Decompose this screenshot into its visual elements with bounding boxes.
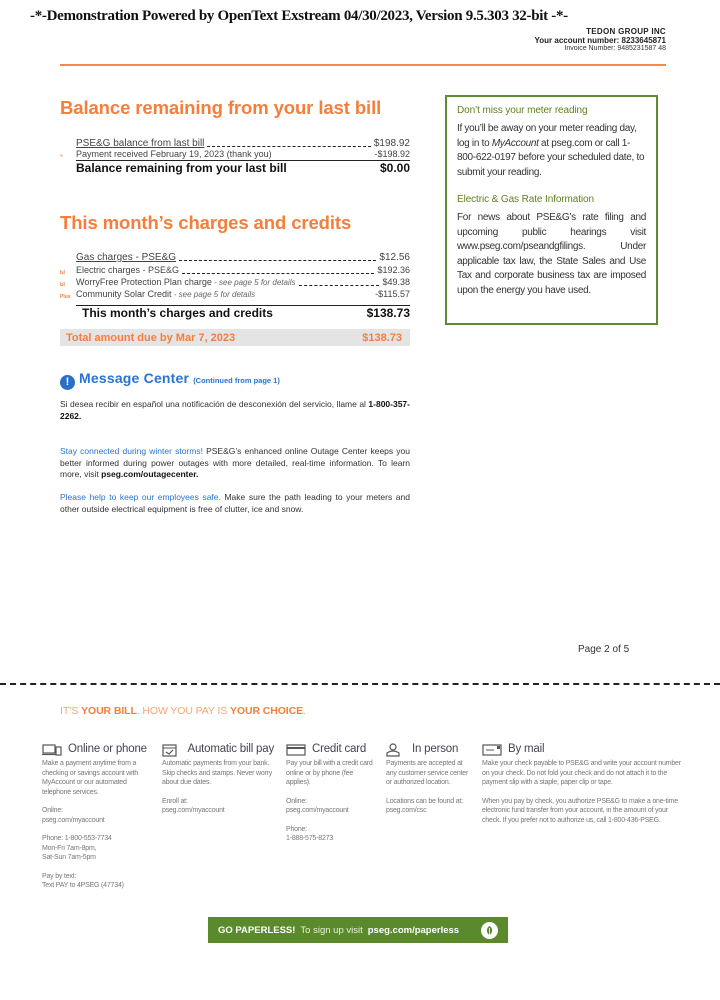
- message-center-title: Message Center: [79, 370, 190, 386]
- due-label: Total amount due by Mar 7, 2023: [66, 331, 236, 344]
- total-amount: $0.00: [379, 161, 410, 175]
- body-line: Automatic payments from your bank. Skip checks and stamps. Never worry about due dates.: [162, 760, 273, 786]
- account-number: Your account number: 8233645871: [534, 36, 666, 46]
- message-lead: Please help to keep our employees safe.: [60, 492, 221, 502]
- amount-due-bar: [60, 329, 410, 346]
- balance-line: [76, 138, 410, 149]
- pay-option-body: [482, 759, 684, 825]
- body-line: Online:: [286, 797, 307, 805]
- account-info: [535, 27, 666, 53]
- body-line: Phone: 1-800-553-7734: [42, 835, 112, 842]
- pay-option-online: [42, 743, 150, 891]
- online-link[interactable]: pseg.com/myaccount: [286, 807, 349, 814]
- body-line: Payments are accepted at any customer service center or authorized location.: [386, 760, 469, 786]
- header-divider: [60, 64, 666, 66]
- pay-option-autopay: [162, 743, 274, 816]
- meter-text-2: at pseg.com or call 1-800-622-0197 before your scheduled date, to submit your reading.: [457, 137, 645, 178]
- line-marker: »: [60, 153, 63, 159]
- pay-option-title: Automatic bill pay: [187, 743, 274, 755]
- due-amount: $138.73: [362, 331, 402, 344]
- pay-option-body: [386, 759, 470, 816]
- demo-banner: -*-Demonstration Powered by OpenText Exstream 04/30/2023, Version 9.5.303 32-bit -*-: [30, 8, 568, 24]
- line-amount: -$115.57: [375, 289, 410, 299]
- line-note: - see page 5 for details: [211, 278, 296, 287]
- meter-reading-title: Don’t miss your meter reading: [457, 105, 588, 116]
- leader-dashes: [182, 273, 374, 274]
- body-line: Enroll at:: [162, 797, 188, 805]
- message-center-subtitle: (Continued from page 1): [193, 376, 280, 385]
- line-amount: $49.38: [382, 277, 410, 287]
- line-marker: Ы: [60, 282, 65, 288]
- charge-line: [76, 252, 410, 263]
- paperless-text: To sign up visit: [300, 924, 363, 936]
- pay-option-in-person: [386, 743, 470, 816]
- rate-info-body: For news about PSE&G’s rate filing and upcoming public hearings visit www.pseg.com/pseandgfilings. Under applicable tax law, the State Sales and Use Tax and corporate business tax are imposed upon the energy you have used.: [457, 212, 646, 296]
- body-line: When you pay by check, you authorize PSE&G to make a one-time electronic fund transfer from your account, in the amount of your check. If you prefer not to authorize us, call 1-800-436-PSEG.: [482, 797, 678, 824]
- credit-card-icon: [286, 743, 306, 755]
- message-center-heading: [60, 370, 280, 388]
- headline-part: . HOW YOU PAY IS: [136, 705, 230, 717]
- charge-line: [76, 277, 410, 288]
- body-line: Make your check payable to PSE&G and write your account number on your check. Do not fold your check and do not attach it to the payment slip with a staple, paper clip or tape.: [482, 760, 681, 786]
- body-line: 1-888-575-8273: [286, 835, 334, 842]
- tear-off-line: [0, 683, 720, 685]
- charge-line: [76, 265, 410, 276]
- total-label: Balance remaining from your last bill: [76, 161, 287, 175]
- headline-part: .: [303, 705, 306, 717]
- charges-heading: This month’s charges and credits: [60, 212, 352, 233]
- line-amount: -$198.92: [374, 149, 410, 159]
- message-safety: [60, 492, 410, 515]
- line-note: - see page 5 for details: [171, 290, 256, 299]
- line-label: Payment received February 19, 2023 (thank you): [76, 149, 272, 159]
- message-text: Make sure the path leading to your meters and other outside electrical equipment is free of clutter, ice and snow.: [60, 492, 410, 514]
- myaccount-link[interactable]: MyAccount: [491, 137, 539, 149]
- leader-dashes: [299, 285, 380, 286]
- leader-dashes: [207, 146, 370, 147]
- message-text: PSE&G’s enhanced online Outage Center keeps you better informed during power outages with more detailed, real-time information. To learn more, visit: [60, 446, 410, 479]
- body-line: Pay your bill with a credit card online or by phone (fee applies).: [286, 760, 373, 786]
- locations-link[interactable]: pseg.com/csc: [386, 807, 427, 814]
- meter-text-1: If you’ll be away on your meter reading day, log in to: [457, 123, 637, 149]
- total-label: This month’s charges and credits: [82, 306, 273, 320]
- balance-line: [76, 149, 410, 160]
- line-label: Gas charges - PSE&G: [76, 252, 177, 263]
- pay-option-credit-card: [286, 743, 376, 844]
- pay-option-title: By mail: [508, 743, 545, 755]
- line-marker: Ы: [60, 270, 65, 276]
- company-name: TEDON GROUP INC: [586, 27, 666, 36]
- line-label: PSE&G balance from last bill: [76, 138, 205, 149]
- body-line: Phone:: [286, 825, 307, 833]
- paperless-lead: GO PAPERLESS!: [218, 924, 296, 936]
- calendar-check-icon: [162, 743, 181, 755]
- charges-total-row: [76, 305, 410, 320]
- person-icon: [386, 743, 406, 755]
- pay-option-title: In person: [412, 743, 459, 755]
- headline-emphasis: YOUR BILL: [81, 705, 137, 717]
- line-label: [76, 289, 255, 300]
- message-lead: Stay connected during winter storms!: [60, 446, 203, 456]
- line-label-text: WorryFree Protection Plan charge: [76, 277, 212, 287]
- charge-line: [76, 289, 410, 300]
- payment-headline: [60, 705, 306, 717]
- leaf-icon: [481, 922, 498, 939]
- line-label: [76, 277, 296, 288]
- invoice-number: Invoice Number: 9485231587 48: [564, 45, 666, 53]
- online-link[interactable]: pseg.com/myaccount: [42, 816, 105, 824]
- pay-option-body: [162, 759, 274, 816]
- message-spanish: [60, 399, 410, 422]
- laptop-phone-icon: [42, 743, 62, 755]
- line-amount: $192.36: [377, 265, 410, 275]
- line-amount: $198.92: [373, 138, 410, 149]
- rate-info-title: Electric & Gas Rate Information: [457, 194, 594, 205]
- line-marker: Plus: [60, 294, 71, 300]
- body-line: Locations can be found at:: [386, 797, 463, 805]
- page-number: Page 2 of 5: [578, 644, 630, 655]
- balance-heading: Balance remaining from your last bill: [60, 97, 382, 118]
- headline-part: IT’S: [60, 705, 82, 717]
- go-paperless-banner[interactable]: [208, 917, 508, 943]
- envelope-icon: [482, 743, 502, 755]
- outage-center-link[interactable]: pseg.com/outagecenter.: [101, 469, 199, 479]
- meter-reading-body: [457, 122, 646, 180]
- spanish-phone: 1-800-357-2262.: [60, 399, 410, 421]
- line-label-text: Community Solar Credit: [76, 289, 172, 299]
- pay-option-body: [286, 759, 376, 844]
- balance-total-row: [76, 160, 410, 175]
- pay-option-title: Credit card: [312, 743, 367, 755]
- total-amount: $138.73: [366, 306, 410, 320]
- exclamation-circle-icon: !: [60, 375, 75, 390]
- line-label: Electric charges - PSE&G: [76, 265, 180, 275]
- pay-option-title: Online or phone: [68, 743, 147, 755]
- info-sidebox: [445, 95, 658, 325]
- leader-dashes: [179, 260, 376, 261]
- paperless-link[interactable]: pseg.com/paperless: [367, 924, 460, 936]
- headline-emphasis: YOUR CHOICE: [230, 705, 303, 717]
- line-amount: $12.56: [379, 252, 410, 263]
- message-text: Si desea recibir en español una notificación de desconexión del servicio, llame al: [60, 399, 369, 409]
- body-line: Make a payment anytime from a checking or savings account with MyAccount or our automated telephone services.: [42, 760, 138, 796]
- body-line: Text PAY to 4PSEG (47734): [42, 882, 124, 889]
- pay-option-mail: [482, 743, 684, 825]
- body-line: Online:: [42, 807, 63, 814]
- body-line: Pay by text:: [42, 872, 77, 880]
- enroll-link[interactable]: pseg.com/myaccount: [162, 807, 225, 814]
- body-line: Mon-Fri 7am-8pm,: [42, 844, 97, 852]
- message-outage: [60, 446, 410, 481]
- pay-option-body: [42, 759, 150, 891]
- body-line: Sat-Sun 7am-5pm: [42, 854, 96, 861]
